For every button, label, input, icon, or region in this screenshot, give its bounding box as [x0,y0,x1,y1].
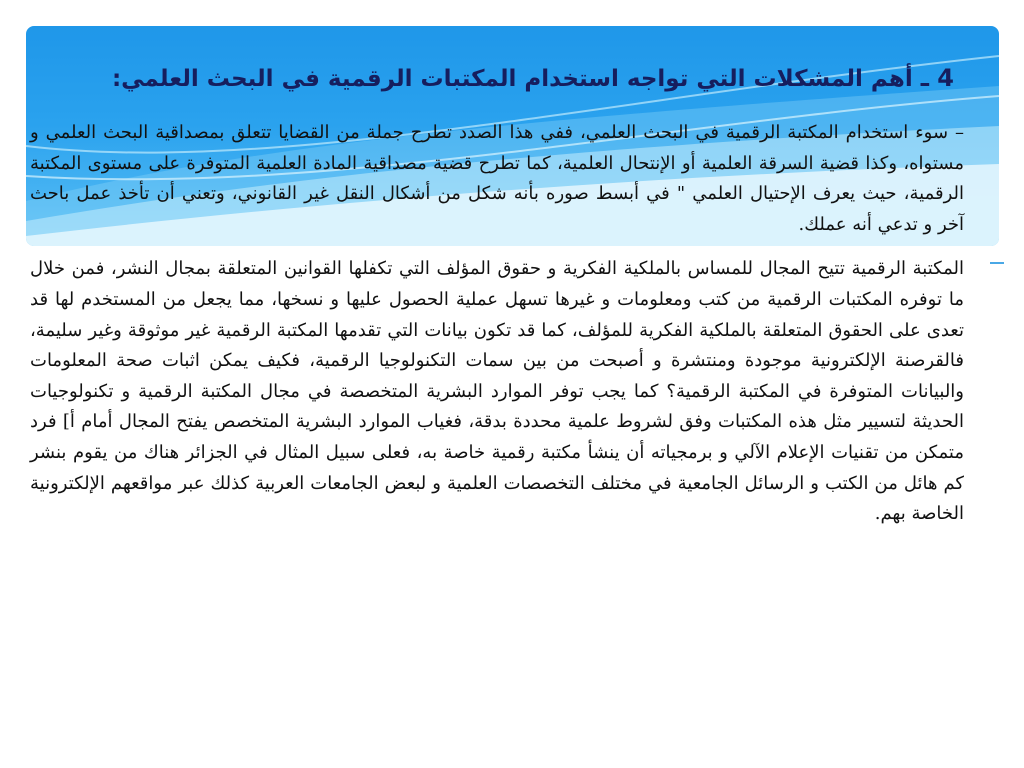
slide-title [40,60,954,97]
dash-bullet-icon [990,262,1004,264]
paragraph-text: – سوء استخدام المكتبة الرقمية في البحث العلمي، ففي هذا الصدد تطرح جملة من القضايا تتعلق بمصداقية البحث العلمي و مستواه، وكذا قضية السرقة العلمية أو الإنتحال العلمية، كما تطرح قضية مصداقية المادة العلمية المتوفرة على مستوى المكتبة الرقمية، حيث يعرف الإحتيال العلمي " في أبسط صوره بأنه شكل من أشكال النقل غير القانوني، وتعني أن تأخذ عمل باحث آخر و تدعي أنه عملك. [30,122,964,235]
paragraph-intellectual-property [30,254,964,529]
paragraph-text: المكتبة الرقمية تتيح المجال للمساس بالملكية الفكرية و حقوق المؤلف التي تكفلها القوانين المتعلقة بمجال النشر، فمن خلال ما توفره المكتبات الرقمية من كتب ومعلومات و غيرها تسهل عملية الحصول عليها و نسخها، مما يجعل من المستخدم لها قد تعدى على الحقوق المتعلقة بالملكية الفكرية للمؤلف، كما قد تكون بيانات التي تقدمها المكتبة الرقمية غير موثوقة وغير سليمة، فالقرصنة الإلكترونية موجودة ومنتشرة و أصبحت من بين سمات التكنولوجيا الرقمية، فكيف يمكن اثبات صحة المعلومات والبيانات المتوفرة في المكتبة الرقمية؟ كما يجب توفر الموارد البشرية المتخصصة في مجال المكتبة الرقمية و تكنولوجيات الحديثة لتسيير مثل هذه المكتبات وفق لشروط علمية محددة بدقة، فغياب الموارد البشرية المتخصص يفتح المجال أمام أ] فرد متمكن من تقنيات الإعلام الآلي و برمجياته أن ينشأ مكتبة رقمية خاصة به، فعلى سبيل المثال في الجزائر هناك من يقوم بنشر كم هائل من الكتب و الرسائل الجامعية في مختلف التخصصات العلمية و لبعض الجامعات العربية كذلك عبر مواقعهم الإلكترونية الخاصة بهم. [30,258,964,525]
body-content [30,118,964,544]
title-text: أهم المشكلات التي تواجه استخدام المكتبات الرقمية في البحث العلمي: [111,66,921,92]
title-number: 4 ـ [920,64,954,92]
paragraph-misuse [30,118,964,240]
